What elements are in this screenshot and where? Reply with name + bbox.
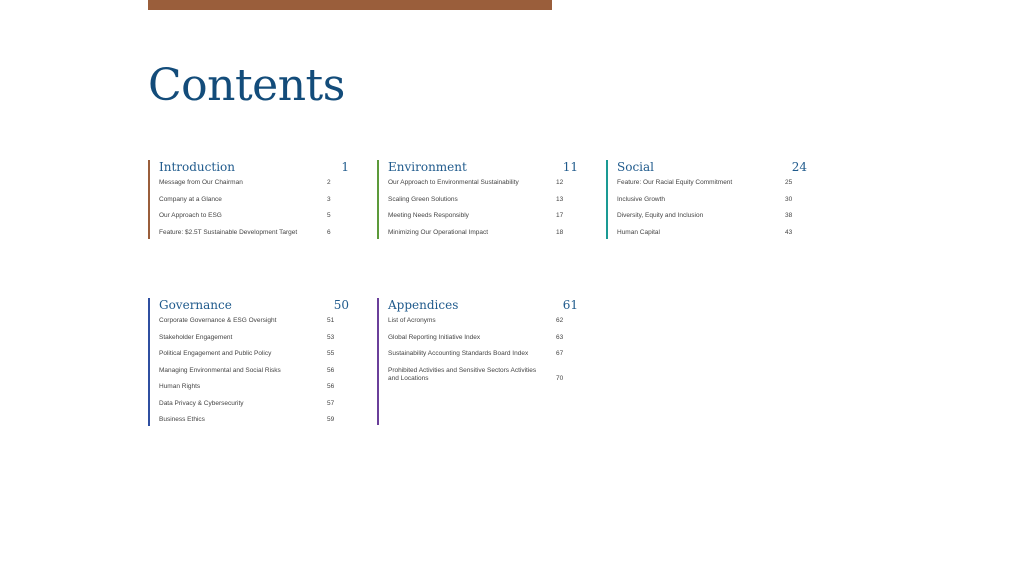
toc-entry-label: Feature: Our Racial Equity Commitment — [617, 179, 733, 186]
toc-entry[interactable] — [388, 317, 578, 334]
section-page-number: 50 — [333, 298, 349, 312]
toc-entry-label: Meeting Needs Responsibly — [388, 212, 469, 219]
toc-entry[interactable] — [617, 229, 807, 239]
toc-entry[interactable] — [617, 212, 807, 229]
toc-entry-page: 6 — [327, 228, 331, 236]
toc-entry[interactable] — [617, 196, 807, 213]
toc-entry-page: 43 — [785, 228, 793, 236]
toc-entry-page: 5 — [327, 212, 331, 219]
toc-entry[interactable] — [159, 367, 349, 384]
toc-entry-page: 38 — [785, 212, 793, 219]
toc-entry[interactable] — [159, 179, 349, 196]
top-accent-bar — [148, 0, 552, 10]
section-title[interactable]: Social — [617, 160, 654, 174]
toc-entry[interactable] — [388, 196, 578, 213]
toc-entry-page: 56 — [327, 366, 335, 374]
toc-entry-label: Inclusive Growth — [617, 195, 666, 203]
toc-entry-label: Data Privacy & Cybersecurity — [159, 399, 244, 407]
section-appendices — [377, 298, 578, 425]
toc-entry-label: Diversity, Equity and Inclusion — [617, 212, 704, 219]
toc-entry[interactable] — [159, 334, 349, 351]
page-title: Contents — [148, 60, 345, 111]
section-title[interactable]: Introduction — [159, 160, 235, 174]
toc-entry-label: Company at a Glance — [159, 195, 222, 203]
toc-entry-label: Scaling Green Solutions — [388, 195, 458, 203]
toc-entry[interactable] — [159, 317, 349, 334]
toc-entry-page: 53 — [327, 333, 335, 341]
toc-entry-page: 62 — [556, 317, 564, 324]
toc-entry-label: Sustainability Accounting Standards Board Index — [388, 350, 529, 357]
section-title[interactable]: Appendices — [388, 298, 459, 312]
toc-entry[interactable] — [388, 350, 578, 367]
toc-entry-page: 55 — [327, 350, 335, 357]
toc-entry[interactable] — [159, 229, 349, 239]
toc-entry[interactable] — [159, 350, 349, 367]
toc-entry-page: 25 — [785, 179, 793, 186]
toc-entry[interactable] — [159, 400, 349, 417]
toc-entry-label: Minimizing Our Operational Impact — [388, 228, 489, 236]
toc-entry-label: Prohibited Activities and Sensitive Sectors Activities and Locations — [388, 366, 537, 382]
section-social — [606, 160, 807, 239]
section-page-number: 24 — [791, 160, 807, 174]
toc-entry-page: 3 — [327, 195, 331, 203]
toc-entry-label: Message from Our Chairman — [159, 179, 243, 186]
toc-entry-label: Global Reporting Initiative Index — [388, 333, 481, 341]
toc-entry[interactable] — [159, 383, 349, 400]
toc-entry-page: 56 — [327, 383, 335, 390]
toc-entry-page: 17 — [556, 212, 564, 219]
section-title[interactable]: Environment — [388, 160, 467, 174]
toc-entry-label: Our Approach to Environmental Sustainability — [388, 179, 519, 186]
toc-entry-page: 70 — [556, 374, 564, 382]
toc-entry-page: 30 — [785, 195, 793, 203]
toc-entry[interactable] — [159, 416, 349, 426]
toc-entry-page: 12 — [556, 179, 564, 186]
section-introduction — [148, 160, 349, 239]
section-page-number: 61 — [562, 298, 578, 312]
toc-entry-label: Political Engagement and Public Policy — [159, 350, 272, 357]
section-page-number: 1 — [341, 160, 349, 174]
toc-entry-label: Feature: $2.5T Sustainable Development Target — [159, 228, 298, 236]
toc-entry-label: Human Rights — [159, 383, 201, 390]
toc-entry[interactable] — [388, 212, 578, 229]
section-governance — [148, 298, 349, 426]
toc-entry-label: Human Capital — [617, 228, 660, 236]
toc-entry[interactable] — [617, 179, 807, 196]
section-title[interactable]: Governance — [159, 298, 232, 312]
toc-entry[interactable] — [388, 229, 578, 239]
toc-entry-page: 63 — [556, 333, 564, 341]
toc-entry-page: 2 — [327, 179, 331, 186]
toc-entry[interactable] — [159, 212, 349, 229]
section-page-number: 11 — [562, 160, 578, 174]
toc-entry-page: 59 — [327, 416, 335, 423]
toc-entry-label: Managing Environmental and Social Risks — [159, 366, 281, 374]
toc-entry[interactable] — [388, 367, 578, 384]
toc-entry-label: List of Acronyms — [388, 317, 436, 324]
toc-entry-page: 18 — [556, 228, 564, 236]
toc-entry[interactable] — [388, 179, 578, 196]
toc-entry-page: 57 — [327, 399, 335, 407]
toc-entry[interactable] — [159, 196, 349, 213]
toc-entry-page: 67 — [556, 350, 564, 357]
toc-entry-page: 13 — [556, 195, 564, 203]
toc-entry-label: Corporate Governance & ESG Oversight — [159, 317, 277, 324]
section-environment — [377, 160, 578, 239]
toc-entry-label: Stakeholder Engagement — [159, 333, 233, 341]
toc-entry-label: Our Approach to ESG — [159, 212, 222, 219]
toc-entry-page: 51 — [327, 317, 335, 324]
toc-entry-label: Business Ethics — [159, 416, 205, 423]
toc-entry[interactable] — [388, 334, 578, 351]
